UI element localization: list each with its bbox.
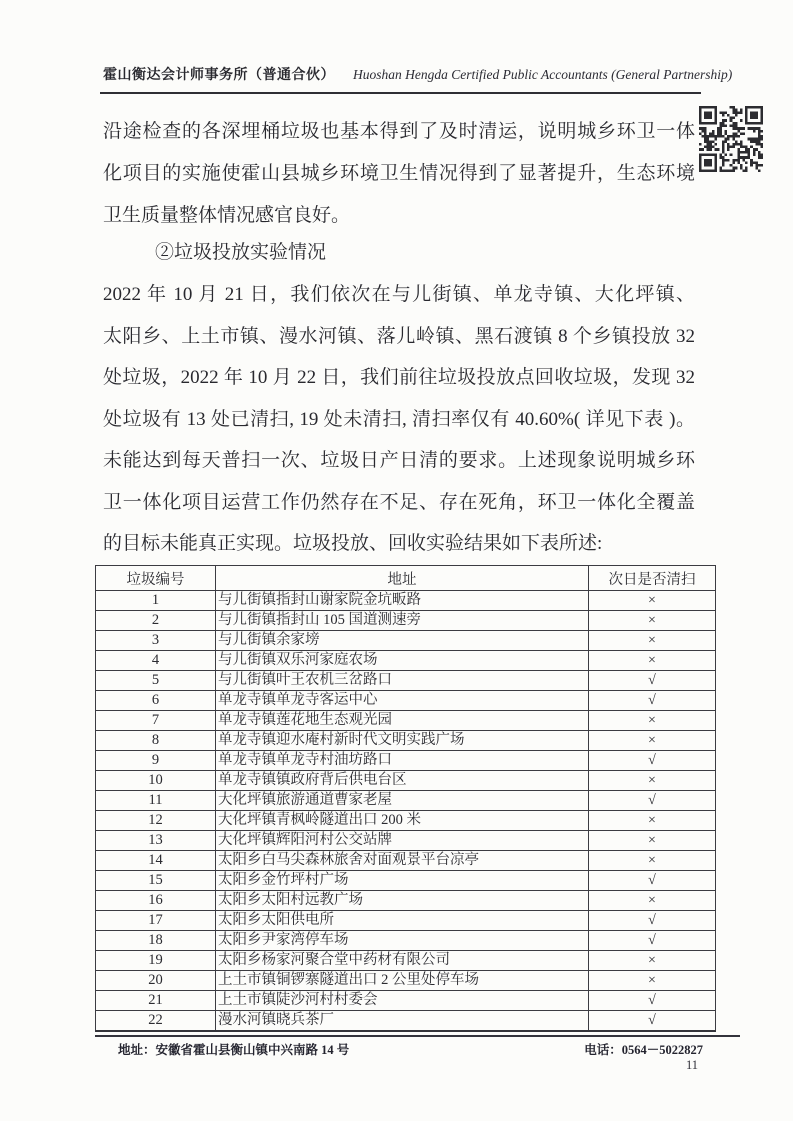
cell-garbage-id: 2 [96,611,216,631]
table-row [96,951,716,971]
cell-garbage-id: 13 [96,831,216,851]
cell-swept-mark: × [589,651,716,671]
cell-garbage-id: 8 [96,731,216,751]
cell-address: 单龙寺镇单龙寺村油坊路口 [216,751,589,771]
cell-garbage-id: 7 [96,711,216,731]
cell-garbage-id: 10 [96,771,216,791]
cell-swept-mark: × [589,631,716,651]
cell-address: 与儿街镇双乐河家庭农场 [216,651,589,671]
section-heading: ②垃圾投放实验情况 [155,242,327,263]
table-row [96,891,716,911]
cell-swept-mark: × [589,951,716,971]
paragraph-line: 处垃圾，2022 年 10 月 22 日，我们前往垃圾投放点回收垃圾，发现 32 [103,367,695,388]
qr-code-icon [699,106,763,172]
cell-swept-mark: √ [589,691,716,711]
cell-address: 漫水河镇晓兵茶厂 [216,1011,589,1032]
cell-swept-mark: × [589,711,716,731]
firm-name-cn: 霍山衡达会计师事务所（普通合伙） [103,68,335,83]
cell-garbage-id: 16 [96,891,216,911]
cell-swept-mark: × [589,731,716,751]
cell-garbage-id: 4 [96,651,216,671]
cell-swept-mark: √ [589,751,716,771]
cell-address: 太阳乡白马尖森林旅舍对面观景平台凉亭 [216,851,589,871]
cell-garbage-id: 14 [96,851,216,871]
firm-name-en: Huoshan Hengda Certified Public Accountants (General Partnership) [353,67,733,82]
cell-address: 与儿街镇余家塝 [216,631,589,651]
cell-garbage-id: 1 [96,591,216,611]
qr-code-canvas [699,106,763,172]
cell-swept-mark: √ [589,671,716,691]
paragraph-line: 卫一体化项目运营工作仍然存在不足、存在死角，环卫一体化全覆盖 [103,491,695,513]
cell-swept-mark: × [589,851,716,871]
table-row [96,1011,716,1032]
cell-address: 单龙寺镇单龙寺客运中心 [216,691,589,711]
cell-garbage-id: 19 [96,951,216,971]
table-row [96,991,716,1011]
paragraph-line: 2022 年 10 月 21 日，我们依次在与儿街镇、单龙寺镇、大化坪镇、 [103,284,695,305]
table-row [96,691,716,711]
cell-garbage-id: 22 [96,1011,216,1032]
table-row [96,711,716,731]
paragraph-line: 太阳乡、上土市镇、漫水河镇、落儿岭镇、黑石渡镇 8 个乡镇投放 32 [103,325,695,347]
paragraph-line: 卫生质量整体情况感官良好。 [103,205,351,226]
garbage-experiment-table [95,565,715,1032]
table-row [96,871,716,891]
cell-garbage-id: 6 [96,691,216,711]
cell-swept-mark: × [589,591,716,611]
table-row [96,971,716,991]
cell-address: 大化坪镇青枫岭隧道出口 200 米 [216,811,589,831]
cell-address: 与儿街镇叶王农机三岔路口 [216,671,589,691]
footer-address: 地址：安徽省霍山县衡山镇中兴南路 14 号 [118,1043,350,1057]
cell-garbage-id: 18 [96,931,216,951]
table-row [96,731,716,751]
col-header-swept-next-day: 次日是否清扫 [589,566,716,591]
table-row [96,611,716,631]
cell-swept-mark: √ [589,991,716,1011]
cell-address: 大化坪镇辉阳河村公交站牌 [216,831,589,851]
cell-swept-mark: √ [589,871,716,891]
cell-address: 太阳乡杨家河聚合堂中药材有限公司 [216,951,589,971]
cell-swept-mark: × [589,831,716,851]
cell-swept-mark: × [589,611,716,631]
table-row [96,651,716,671]
table-row [96,791,716,811]
cell-address: 太阳乡太阳村远教广场 [216,891,589,911]
table-row [96,811,716,831]
cell-garbage-id: 15 [96,871,216,891]
table-row [96,631,716,651]
cell-address: 太阳乡金竹坪村广场 [216,871,589,891]
footer [118,1040,703,1058]
footer-rule [95,1035,740,1037]
cell-swept-mark: √ [589,931,716,951]
cell-address: 上土市镇铜锣寨隧道出口 2 公里处停车场 [216,971,589,991]
paragraph-line: 沿途检查的各深埋桶垃圾也基本得到了及时清运，说明城乡环卫一体 [103,121,695,142]
paragraph-line: 的目标未能真正实现。垃圾投放、回收实验结果如下表所述: [103,533,603,554]
table-row [96,851,716,871]
cell-address: 太阳乡太阳供电所 [216,911,589,931]
cell-swept-mark: √ [589,1011,716,1032]
cell-swept-mark: √ [589,911,716,931]
cell-garbage-id: 20 [96,971,216,991]
letterhead [103,64,733,84]
paragraph-line: 未能达到每天普扫一次、垃圾日产日清的要求。上述现象说明城乡环 [103,450,695,471]
cell-address: 与儿街镇指封山谢家院金坑畈路 [216,591,589,611]
cell-garbage-id: 9 [96,751,216,771]
table-row [96,771,716,791]
paragraph-experiment [103,274,695,565]
cell-swept-mark: × [589,771,716,791]
paragraph-line: 处垃圾有 13 处已清扫, 19 处未清扫, 清扫率仅有 40.60%( 详见下表 )。 [103,408,695,430]
cell-address: 单龙寺镇莲花地生态观光园 [216,711,589,731]
cell-garbage-id: 3 [96,631,216,651]
cell-address: 与儿街镇指封山 105 国道测速旁 [216,611,589,631]
table-row [96,931,716,951]
cell-garbage-id: 21 [96,991,216,1011]
cell-swept-mark: × [589,971,716,991]
paragraph-line: 化项目的实施使霍山县城乡环境卫生情况得到了显著提升，生态环境 [103,163,695,184]
col-header-address: 地址 [216,566,589,591]
table-row [96,831,716,851]
footer-phone: 电话：0564－5022827 [584,1043,703,1057]
table-header-row [96,566,716,591]
cell-address: 单龙寺镇镇政府背后供电台区 [216,771,589,791]
letterhead-rule [100,92,701,94]
cell-swept-mark: × [589,891,716,911]
cell-garbage-id: 12 [96,811,216,831]
table-row [96,671,716,691]
paragraph-summary [103,111,695,237]
page-number: 11 [686,1058,699,1072]
cell-address: 上土市镇陡沙河村村委会 [216,991,589,1011]
cell-address: 单龙寺镇迎水庵村新时代文明实践广场 [216,731,589,751]
cell-garbage-id: 5 [96,671,216,691]
cell-address: 大化坪镇旅游通道曹家老屋 [216,791,589,811]
cell-garbage-id: 11 [96,791,216,811]
table-row [96,911,716,931]
table-row [96,751,716,771]
cell-swept-mark: × [589,811,716,831]
col-header-garbage-id: 垃圾编号 [96,566,216,591]
cell-garbage-id: 17 [96,911,216,931]
cell-swept-mark: √ [589,791,716,811]
table-row [96,591,716,611]
cell-address: 太阳乡尹家湾停车场 [216,931,589,951]
